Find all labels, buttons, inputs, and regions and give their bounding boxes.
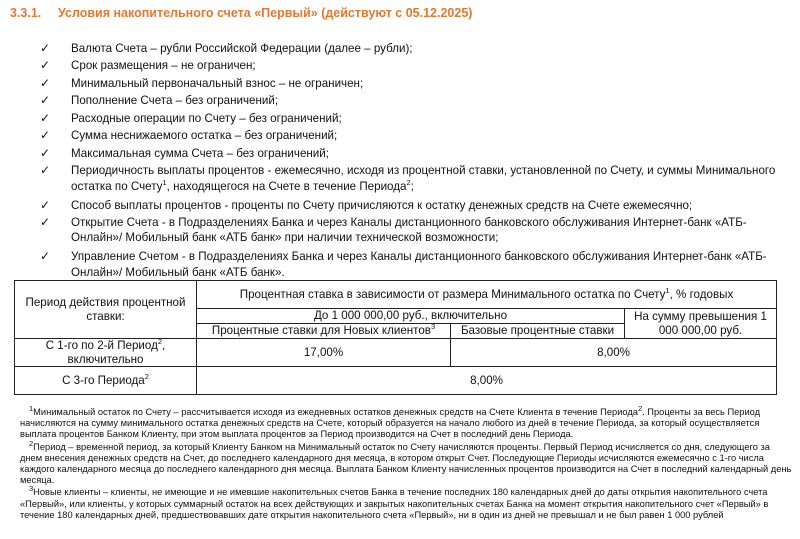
checkmark-icon: ✓ xyxy=(40,110,51,125)
footnote-mark: 3 xyxy=(29,484,34,494)
condition-item: ✓ Способ выплаты процентов - проценты по Счету причисляются к остатку денежных средств на Счете ежемесячно; xyxy=(40,197,693,212)
condition-item: ✓ Валюта Счета – рубли Российской Федерации (далее – рубли); xyxy=(40,41,413,55)
interest-rate-table xyxy=(14,280,777,395)
rate-value: 8,00% xyxy=(197,367,777,395)
new-clients-header: Процентные ставки для Новых клиентов$^3$ xyxy=(197,324,451,339)
base-rate: 8,00% xyxy=(451,339,777,367)
period-cell: С 3-го Периода$^2$ xyxy=(15,367,197,395)
footnote-mark: 2 xyxy=(29,438,34,448)
footnote-ref: 2 xyxy=(144,372,149,382)
condition-item: ✓ Пополнение Счета – без ограничений; xyxy=(40,93,279,108)
footnote-ref: 3 xyxy=(430,322,436,332)
condition-item: ✓ Расходные операции по Счету – без ограничений; xyxy=(40,110,342,125)
rate-header: Процентная ставка в зависимости от размера Минимального остатка по Счету$^1$, % годовых xyxy=(197,281,777,309)
checkmark-icon: ✓ xyxy=(40,215,51,230)
checkmark-icon: ✓ xyxy=(40,145,51,160)
footnote-ref: 2 xyxy=(157,337,163,347)
condition-item: ✓ Минимальный первоначальный взнос – не ограничен; xyxy=(40,75,364,90)
checkmark-icon: ✓ xyxy=(40,75,51,90)
footnote: $^2$Период – временной период, за который Клиенту Банком на Минимальный остаток по Счету начисляются проценты. Первый Период исчисляется со дня, следующего за днем внесения денежных средств на Счет, до последнего календарного дня месяца, в котором открыт Счет. Последующие Периоды исчисляются ежемесячно с 1-го числа каждого календарного месяца до последнего календарного дня месяца. Выплата Банком Клиенту начисленных процентов производится на Счет в последний календарный день месяца. xyxy=(20,438,792,486)
condition-item: ✓ Открытие Счета - в Подразделениях Банка и через Каналы дистанционного банковского обслуживания Интернет-банк «АТБ-Онлайн»/ Мобильный банк «АТБ банк» при наличии технической возможности; xyxy=(40,215,747,245)
section-number: 3.3.1. xyxy=(10,6,42,20)
account-conditions-list xyxy=(40,41,792,283)
footnotes xyxy=(20,403,792,522)
footnote-ref: 2 xyxy=(406,177,411,187)
section-heading xyxy=(10,6,790,20)
range-over-header: На сумму превышения 1 000 000,00 руб. xyxy=(625,309,777,339)
checkmark-icon: ✓ xyxy=(40,249,51,264)
condition-item: ✓ Управление Счетом - в Подразделениях Банка и через Каналы дистанционного банковского обслуживания Интернет-банк «АТБ-Онлайн»/ Мобильный банк «АТБ банк». xyxy=(40,249,767,279)
base-rates-header: Базовые процентные ставки xyxy=(451,324,625,339)
checkmark-icon: ✓ xyxy=(40,163,51,178)
section-title: Условия накопительного счета «Первый» (действуют с 05.12.2025) xyxy=(58,6,473,20)
footnote: $^3$Новые клиенты – клиенты, не имеющие и не имевшие накопительных счетов Банка в течение последних 180 календарных дней до даты открытия накопительного счета «Первый», или клиенты, у которых суммарный остаток на всех действующих и закрытых накопительных счетах Банка на момент открытия накопительного счет «Первый» в течение 180 календарных дней, предшествовавших дате открытия накопительного счета «Первый», ни в один из дней не превышал и не был равен 1 000 рублей xyxy=(20,484,769,520)
period-cell: С 1-го по 2-й Период$^2$, включительно xyxy=(15,339,197,367)
footnote: $^1$Минимальный остаток по Счету – рассчитывается исходя из ежедневных остатков денежных средств на Счете Клиента в течение Периода$^2$. Проценты за весь Период начисляются на сумму минимального остатка денежных средств на Счете, который образуется на начало любого из дней в течение Периода, за который осуществляется выплата процентов Банком Клиенту, при этом выплата процентов за Период производится на Счет в последний день Периода. xyxy=(20,403,761,440)
footnote-ref: 1 xyxy=(665,285,670,295)
footnote-ref: 1 xyxy=(162,177,167,187)
checkmark-icon: ✓ xyxy=(40,128,51,143)
range-up-to-header: До 1 000 000,00 руб., включительно xyxy=(197,309,625,324)
condition-item: ✓ Сумма неснижаемого остатка – без ограничений; xyxy=(40,128,338,143)
period-header: Период действия процентной ставки: xyxy=(15,281,197,339)
condition-item: ✓ Максимальная сумма Счета – без ограничений; xyxy=(40,145,329,160)
checkmark-icon: ✓ xyxy=(40,58,51,73)
footnote-ref: 2 xyxy=(637,403,643,413)
checkmark-icon: ✓ xyxy=(40,93,51,108)
footnote-mark: 1 xyxy=(29,403,34,413)
condition-item: ✓ Периодичность выплаты процентов - ежемесячно, исходя из процентной ставки, установленной по Счету, и суммы Минимального остатка по Счету$^1$, находящегося на Счете в течение Периода$^2$; xyxy=(40,163,776,193)
checkmark-icon: ✓ xyxy=(40,197,51,212)
condition-item: ✓ Срок размещения – не ограничен; xyxy=(40,58,256,73)
checkmark-icon: ✓ xyxy=(40,41,51,55)
new-client-rate: 17,00% xyxy=(197,339,451,367)
table-row xyxy=(15,367,777,395)
table-row xyxy=(15,339,777,367)
